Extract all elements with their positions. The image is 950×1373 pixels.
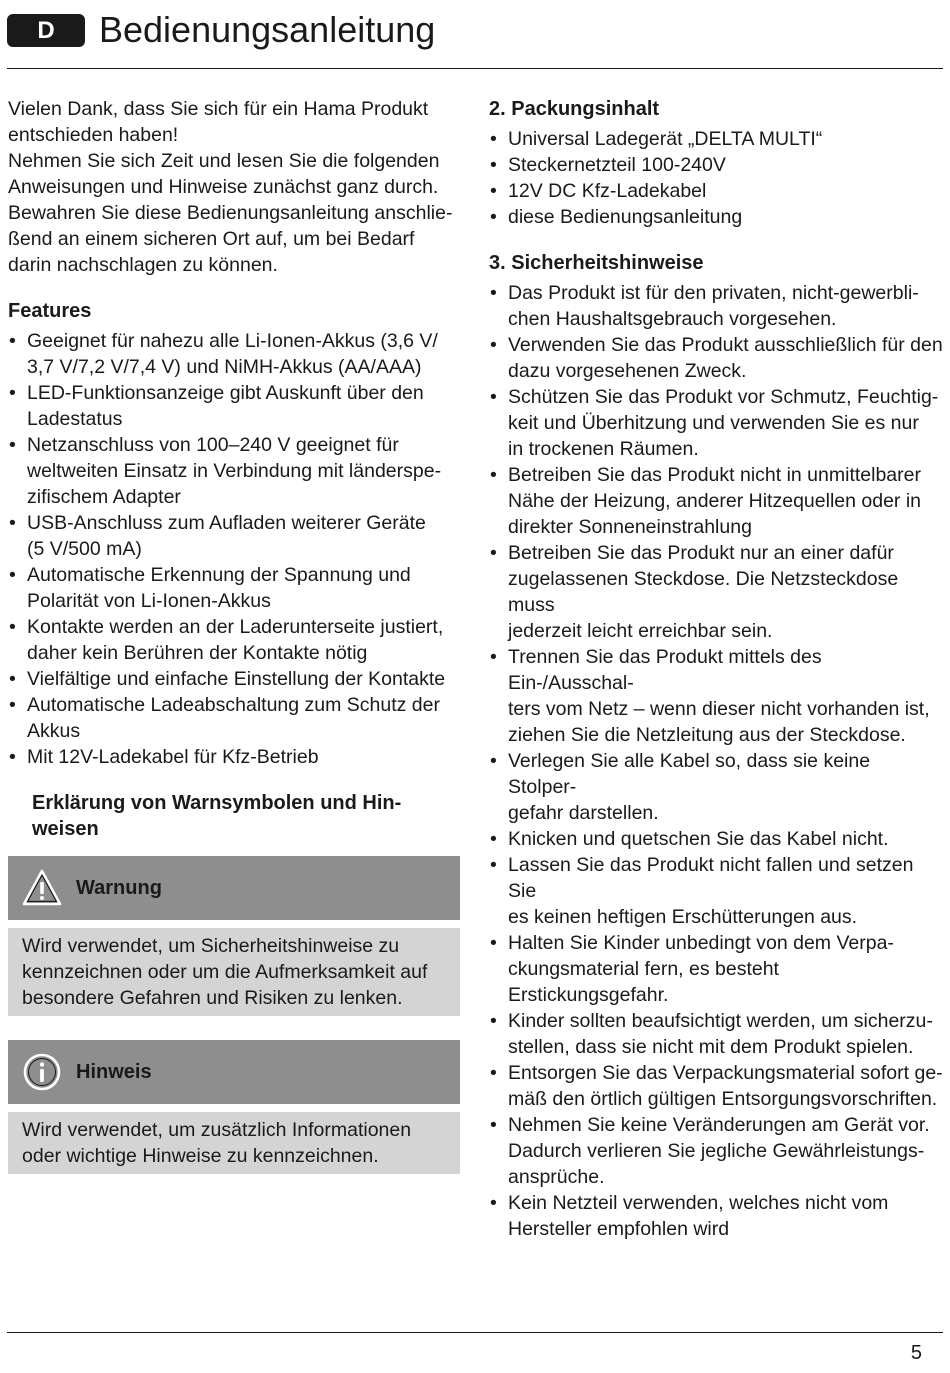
line: diese Bedienungsanleitung xyxy=(508,206,743,228)
line: Geeignet für nahezu alle Li-Ionen-Akkus (3,6 V/ xyxy=(27,330,438,352)
list-item xyxy=(489,1112,943,1190)
warning-box-text xyxy=(8,928,460,1016)
line: Nähe der Heizung, anderer Hitzequellen oder in xyxy=(508,490,922,512)
features-heading: Features xyxy=(8,300,92,322)
section-number xyxy=(8,790,32,816)
page-header xyxy=(7,10,943,68)
list-item xyxy=(489,826,943,852)
section-2-heading: 2. Packungsinhalt xyxy=(489,98,660,120)
line: Halten Sie Kinder unbedingt von dem Verpa- xyxy=(508,932,894,954)
line: Automatische Erkennung der Spannung und xyxy=(27,564,411,586)
line: zugelassenen Steckdose. Die Netzsteckdose muss xyxy=(508,568,899,616)
list-item xyxy=(489,1190,943,1242)
line: weltweiten Einsatz in Verbindung mit länderspe- xyxy=(27,460,442,482)
line: Trennen Sie das Produkt mittels des Ein-/Ausschal- xyxy=(508,646,822,694)
line: direkter Sonneneinstrahlung xyxy=(508,516,752,538)
note-box-header xyxy=(8,1040,460,1104)
line: Nehmen Sie keine Veränderungen am Gerät vor. xyxy=(508,1114,930,1136)
list-item xyxy=(489,540,943,644)
note-box-text xyxy=(8,1112,460,1174)
line: gefahr darstellen. xyxy=(508,802,659,824)
line: 12V DC Kfz-Ladekabel xyxy=(508,180,707,202)
line: besondere Gefahren und Risiken zu lenken. xyxy=(22,987,403,1009)
intro-line: Bewahren Sie diese Bedienungsanleitung anschlie- xyxy=(8,202,453,224)
line: Polarität von Li-Ionen-Akkus xyxy=(27,590,271,612)
intro-line: ßend an einem sicheren Ort auf, um bei Bedarf xyxy=(8,228,415,250)
list-item xyxy=(489,1060,943,1112)
info-circle-icon xyxy=(22,1052,62,1092)
line: Knicken und quetschen Sie das Kabel nicht. xyxy=(508,828,889,850)
line: stellen, dass sie nicht mit dem Produkt spielen. xyxy=(508,1036,914,1058)
list-item xyxy=(489,204,943,230)
heading-line: Erklärung von Warnsymbolen und Hin- xyxy=(32,792,402,814)
line: Universal Ladegerät „DELTA MULTI“ xyxy=(508,128,823,150)
line: dazu vorgesehenen Zweck. xyxy=(508,360,747,382)
note-label: Hinweis xyxy=(76,1061,152,1083)
list-item xyxy=(489,152,943,178)
list-item xyxy=(8,432,460,510)
line: Verwenden Sie das Produkt ausschließlich für den xyxy=(508,334,943,356)
warning-box-header xyxy=(8,856,460,920)
language-badge: D xyxy=(7,14,85,47)
list-item xyxy=(8,614,460,666)
line: Akkus xyxy=(27,720,81,742)
line: USB-Anschluss zum Aufladen weiterer Geräte xyxy=(27,512,426,534)
line: ckungsmaterial fern, es besteht Erstickungsgefahr. xyxy=(508,958,779,1006)
line: ansprüche. xyxy=(508,1166,605,1188)
line: Steckernetzteil 100-240V xyxy=(508,154,726,176)
line: Lassen Sie das Produkt nicht fallen und setzen Sie xyxy=(508,854,914,902)
list-item xyxy=(8,744,460,770)
section-1-heading xyxy=(8,790,460,842)
footer-divider xyxy=(7,1332,943,1333)
line: ters vom Netz – wenn dieser nicht vorhanden ist, xyxy=(508,698,930,720)
line: Kontakte werden an der Laderunterseite justiert, xyxy=(27,616,444,638)
line: Wird verwendet, um zusätzlich Informationen xyxy=(22,1119,412,1141)
line: Mit 12V-Ladekabel für Kfz-Betrieb xyxy=(27,746,319,768)
list-item xyxy=(489,644,943,748)
list-item xyxy=(8,692,460,744)
line: Kinder sollten beaufsichtigt werden, um sicherzu- xyxy=(508,1010,933,1032)
list-item xyxy=(8,328,460,380)
list-item xyxy=(489,126,943,152)
line: Schützen Sie das Produkt vor Schmutz, Feuchtig- xyxy=(508,386,939,408)
line: mäß den örtlich gültigen Entsorgungsvorschriften. xyxy=(508,1088,938,1110)
section-3-heading: 3. Sicherheitshinweise xyxy=(489,252,704,274)
safety-list xyxy=(489,280,943,1242)
line: Entsorgen Sie das Verpackungsmaterial sofort ge- xyxy=(508,1062,943,1084)
line: jederzeit leicht erreichbar sein. xyxy=(508,620,773,642)
line: LED-Funktionsanzeige gibt Auskunft über den xyxy=(27,382,424,404)
list-item xyxy=(489,1008,943,1060)
line: Ladestatus xyxy=(27,408,123,430)
line: 3,7 V/7,2 V/7,4 V) und NiMH-Akkus (AA/AAA) xyxy=(27,356,422,378)
line: Wird verwendet, um Sicherheitshinweise zu xyxy=(22,935,400,957)
list-item xyxy=(489,462,943,540)
list-item xyxy=(489,280,943,332)
intro-line: Anweisungen und Hinweise zunächst ganz durch. xyxy=(8,176,439,198)
warning-label: Warnung xyxy=(76,877,162,899)
intro-line: Nehmen Sie sich Zeit und lesen Sie die folgenden xyxy=(8,150,440,172)
line: daher kein Berühren der Kontakte nötig xyxy=(27,642,368,664)
line: keit und Überhitzung und verwenden Sie es nur xyxy=(508,412,919,434)
line: Netzanschluss von 100–240 V geeignet für xyxy=(27,434,399,456)
features-list xyxy=(8,328,460,770)
right-column xyxy=(489,96,943,1262)
intro-line: entschieden haben! xyxy=(8,124,179,146)
list-item xyxy=(489,332,943,384)
line: (5 V/500 mA) xyxy=(27,538,142,560)
line: es keinen heftigen Erschütterungen aus. xyxy=(508,906,858,928)
line: Kein Netzteil verwenden, welches nicht vom xyxy=(508,1192,889,1214)
intro-line: Vielen Dank, dass Sie sich für ein Hama Produkt xyxy=(8,98,429,120)
line: Betreiben Sie das Produkt nur an einer dafür xyxy=(508,542,894,564)
line: in trockenen Räumen. xyxy=(508,438,699,460)
line: Vielfältige und einfache Einstellung der Kontakte xyxy=(27,668,446,690)
line: Das Produkt ist für den privaten, nicht-gewerbli- xyxy=(508,282,919,304)
line: kennzeichnen oder um die Aufmerksamkeit auf xyxy=(22,961,428,983)
list-item xyxy=(8,666,460,692)
line: ziehen Sie die Netzleitung aus der Steckdose. xyxy=(508,724,906,746)
line: Betreiben Sie das Produkt nicht in unmittelbarer xyxy=(508,464,921,486)
list-item xyxy=(489,748,943,826)
package-contents-list xyxy=(489,126,943,230)
list-item xyxy=(489,930,943,1008)
line: chen Haushaltsgebrauch vorgesehen. xyxy=(508,308,837,330)
line: Verlegen Sie alle Kabel so, dass sie keine Stolper- xyxy=(508,750,871,798)
list-item xyxy=(8,562,460,614)
header-divider xyxy=(7,68,943,69)
line: zifischem Adapter xyxy=(27,486,181,508)
list-item xyxy=(8,510,460,562)
page-title: Bedienungsanleitung xyxy=(99,9,436,50)
warning-triangle-icon xyxy=(22,868,62,908)
line: Automatische Ladeabschaltung zum Schutz der xyxy=(27,694,440,716)
list-item xyxy=(8,380,460,432)
list-item xyxy=(489,384,943,462)
line: Dadurch verlieren Sie jegliche Gewährleistungs- xyxy=(508,1140,925,1162)
page-number: 5 xyxy=(910,1342,922,1364)
list-item xyxy=(489,852,943,930)
line: oder wichtige Hinweise zu kennzeichnen. xyxy=(22,1145,379,1167)
left-column xyxy=(8,96,460,1174)
list-item xyxy=(489,178,943,204)
heading-line: weisen xyxy=(32,818,99,840)
intro-line: darin nachschlagen zu können. xyxy=(8,254,278,276)
line: Hersteller empfohlen wird xyxy=(508,1218,730,1240)
intro-paragraph xyxy=(8,96,460,278)
